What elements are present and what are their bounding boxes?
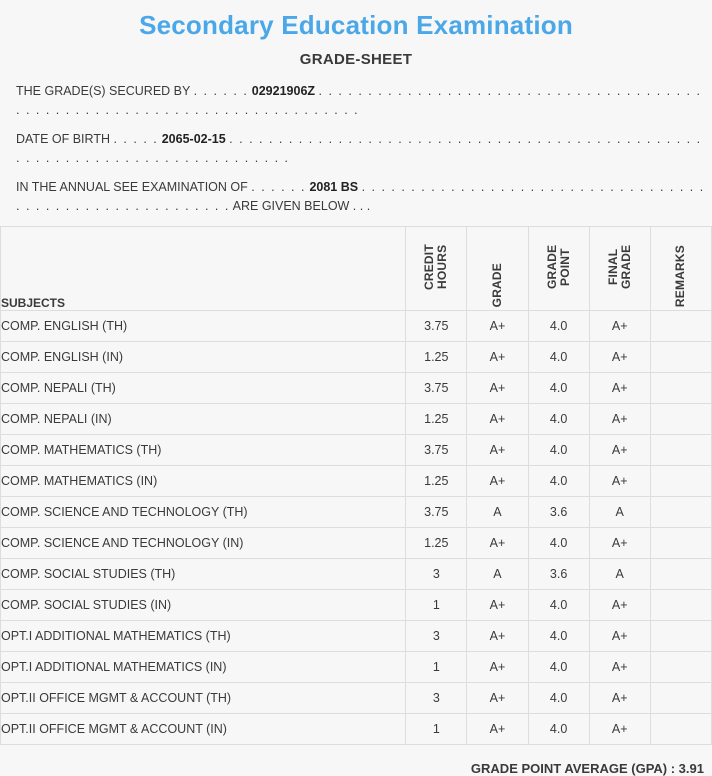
cell-credit-hours: 1.25 [406,342,467,373]
info-dots-post-3: . . . . . . . . . . . . . . . . . . . . . . . . . . . . . . . . . . . . . . . . . . . . . . . . . . . . . . . . . [16,180,705,213]
cell-grade-point: 4.0 [528,683,589,714]
cell-remarks [650,621,711,652]
cell-grade-point: 4.0 [528,528,589,559]
cell-remarks [650,652,711,683]
cell-remarks [650,559,711,590]
cell-grade: A+ [467,435,528,466]
cell-final-grade: A+ [589,528,650,559]
cell-remarks [650,497,711,528]
cell-final-grade: A+ [589,683,650,714]
cell-grade: A+ [467,528,528,559]
table-row [1,311,712,342]
cell-grade: A+ [467,621,528,652]
cell-credit-hours: 1.25 [406,528,467,559]
cell-remarks [650,404,711,435]
cell-final-grade: A+ [589,311,650,342]
cell-grade-point: 3.6 [528,559,589,590]
column-header-credit-hours-label: CREDIT HOURS [422,244,450,290]
cell-grade-point: 4.0 [528,435,589,466]
cell-remarks [650,528,711,559]
info-tail-text: ARE GIVEN BELOW . . . [232,199,371,213]
info-label-examination: IN THE ANNUAL SEE EXAMINATION OF [16,180,248,194]
cell-credit-hours: 1 [406,590,467,621]
cell-grade-point: 4.0 [528,373,589,404]
info-dots-post-1: . . . . . . . . . . . . . . . . . . . . . . . . . . . . . . . . . . . . . . . . . . . . . . . . . . . . . . . . . . . . . . . . . . . . . . . . . . [16,84,702,117]
cell-grade-point: 3.6 [528,497,589,528]
cell-final-grade: A [589,497,650,528]
info-dots-pre-1: . . . . . . [193,84,249,98]
column-header-remarks [650,227,711,311]
cell-grade: A+ [467,652,528,683]
table-header-row [1,227,712,311]
date-of-birth-value: 2065-02-15 [161,132,226,146]
cell-final-grade: A+ [589,435,650,466]
cell-subject: OPT.I ADDITIONAL MATHEMATICS (IN) [1,652,406,683]
cell-grade-point: 4.0 [528,466,589,497]
info-line-date-of-birth [6,130,706,168]
cell-final-grade: A+ [589,621,650,652]
cell-final-grade: A+ [589,404,650,435]
cell-grade: A+ [467,590,528,621]
cell-credit-hours: 3.75 [406,435,467,466]
cell-subject: COMP. SCIENCE AND TECHNOLOGY (IN) [1,528,406,559]
cell-subject: COMP. ENGLISH (TH) [1,311,406,342]
cell-final-grade: A+ [589,652,650,683]
cell-grade-point: 4.0 [528,621,589,652]
cell-grade: A [467,559,528,590]
cell-credit-hours: 1 [406,652,467,683]
table-row [1,652,712,683]
page-subtitle: GRADE-SHEET [299,51,413,68]
table-row [1,435,712,466]
table-row [1,714,712,745]
cell-grade: A+ [467,714,528,745]
cell-credit-hours: 1 [406,714,467,745]
grades-table-header [1,227,712,311]
table-row [1,590,712,621]
cell-grade: A+ [467,311,528,342]
cell-remarks [650,311,711,342]
info-dots-pre-3: . . . . . . [251,180,306,194]
cell-final-grade: A+ [589,466,650,497]
candidate-info [0,82,712,216]
cell-remarks [650,466,711,497]
table-row [1,342,712,373]
cell-remarks [650,590,711,621]
cell-remarks [650,714,711,745]
cell-final-grade: A+ [589,714,650,745]
cell-grade: A+ [467,373,528,404]
cell-remarks [650,683,711,714]
cell-grade-point: 4.0 [528,590,589,621]
cell-subject: OPT.I ADDITIONAL MATHEMATICS (TH) [1,621,406,652]
table-row [1,497,712,528]
grades-table-body [1,311,712,745]
table-row [1,466,712,497]
cell-subject: COMP. NEPALI (IN) [1,404,406,435]
cell-final-grade: A [589,559,650,590]
column-header-remarks-label: REMARKS [673,244,688,307]
cell-subject: OPT.II OFFICE MGMT & ACCOUNT (IN) [1,714,406,745]
cell-credit-hours: 3.75 [406,373,467,404]
cell-credit-hours: 1.25 [406,404,467,435]
cell-subject: COMP. SOCIAL STUDIES (TH) [1,559,406,590]
column-header-final-grade-label: FINAL GRADE [605,244,633,290]
cell-subject: COMP. MATHEMATICS (IN) [1,466,406,497]
info-dots-post-2: . . . . . . . . . . . . . . . . . . . . . . . . . . . . . . . . . . . . . . . . . . . . . . . . . . . . . . . . . . . . . . . . . . . . . . . . . . . . [16,132,702,165]
cell-grade: A+ [467,342,528,373]
column-header-grade [467,227,528,311]
column-header-credit-hours [406,227,467,311]
cell-grade: A [467,497,528,528]
info-dots-pre-2: . . . . . [113,132,159,146]
cell-credit-hours: 1.25 [406,466,467,497]
cell-credit-hours: 3 [406,683,467,714]
cell-remarks [650,342,711,373]
cell-subject: OPT.II OFFICE MGMT & ACCOUNT (TH) [1,683,406,714]
page-title: Secondary Education Examination [139,10,573,40]
cell-credit-hours: 3 [406,559,467,590]
cell-subject: COMP. MATHEMATICS (TH) [1,435,406,466]
table-row [1,528,712,559]
cell-credit-hours: 3.75 [406,311,467,342]
table-row [1,559,712,590]
cell-final-grade: A+ [589,373,650,404]
column-header-subjects: SUBJECTS [1,227,406,311]
cell-credit-hours: 3.75 [406,497,467,528]
cell-grade: A+ [467,466,528,497]
cell-subject: COMP. SOCIAL STUDIES (IN) [1,590,406,621]
cell-remarks [650,435,711,466]
table-row [1,373,712,404]
cell-remarks [650,373,711,404]
info-label-date-of-birth: DATE OF BIRTH [16,132,110,146]
cell-grade-point: 4.0 [528,311,589,342]
info-label-grades-secured-by: THE GRADE(S) SECURED BY [16,84,191,98]
cell-grade: A+ [467,404,528,435]
cell-grade-point: 4.0 [528,714,589,745]
cell-grade-point: 4.0 [528,404,589,435]
info-line-examination [6,178,706,216]
grades-table [0,226,712,745]
info-line-grades-secured-by [6,82,706,120]
column-header-grade-point-label: GRADE POINT [544,244,572,290]
cell-grade: A+ [467,683,528,714]
cell-subject: COMP. ENGLISH (IN) [1,342,406,373]
cell-subject: COMP. NEPALI (TH) [1,373,406,404]
cell-final-grade: A+ [589,590,650,621]
gpa-summary: GRADE POINT AVERAGE (GPA) : 3.91 [470,761,704,776]
column-header-grade-label: GRADE [489,262,504,307]
symbol-number-value: 02921906Z [251,84,316,98]
table-row [1,404,712,435]
table-row [1,683,712,714]
table-row [1,621,712,652]
cell-credit-hours: 3 [406,621,467,652]
cell-grade-point: 4.0 [528,652,589,683]
cell-grade-point: 4.0 [528,342,589,373]
cell-subject: COMP. SCIENCE AND TECHNOLOGY (TH) [1,497,406,528]
column-header-final-grade [589,227,650,311]
examination-year-value: 2081 BS [309,180,359,194]
cell-final-grade: A+ [589,342,650,373]
column-header-grade-point [528,227,589,311]
